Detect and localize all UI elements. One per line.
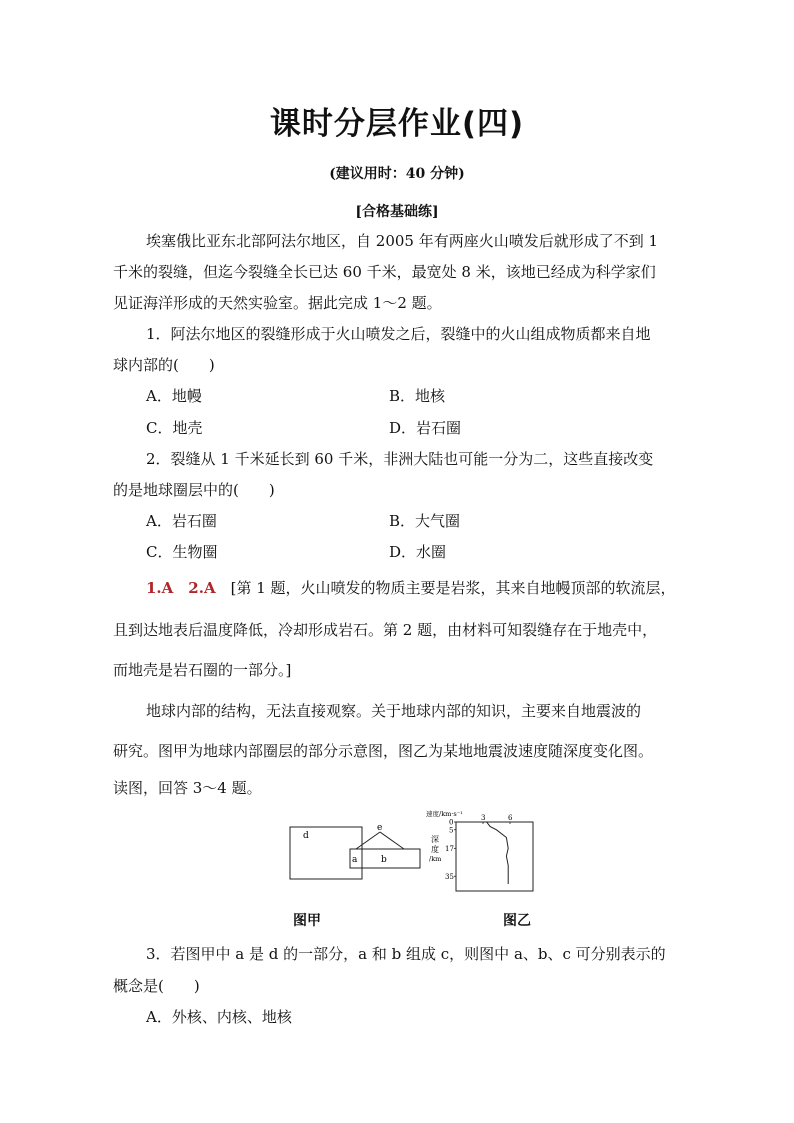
- question-1-stem: 球内部的( ): [113, 356, 215, 374]
- label-a: a: [352, 855, 358, 865]
- circle-d-box: [290, 827, 362, 879]
- x-tick-label: 3: [481, 814, 486, 822]
- figure-b-chart: [424, 805, 536, 895]
- figure-a-caption: 图甲: [293, 913, 321, 929]
- question-2-stem: 的是地球圈层中的( ): [113, 481, 275, 499]
- option-d: D．水圈: [389, 543, 447, 561]
- answer-line: 且到达地表后温度降低，冷却形成岩石。第 2 题，由材料可知裂缝存在于地壳中，: [113, 621, 658, 639]
- tick-labels: [445, 814, 513, 881]
- y-tick-label: 0: [449, 818, 454, 827]
- answer-line: 而地壳是岩石圈的一部分。]: [113, 661, 292, 679]
- answer-line: [146, 581, 676, 596]
- question-2-stem: 2．裂缝从 1 千米延长到 60 千米，非洲大陆也可能一分为二，这些直接改变: [146, 450, 654, 468]
- y-axis-title-char: 深: [431, 835, 439, 844]
- page-title: 课时分层作业(四): [269, 106, 525, 142]
- label-d: d: [303, 831, 309, 841]
- x-axis-title: 速度/km·s⁻¹: [426, 810, 463, 818]
- y-tick-label: 5: [449, 826, 454, 835]
- suggested-time: (建议用时：40 分钟): [329, 166, 465, 182]
- e-connector-right: [380, 832, 404, 849]
- option-a: A．外核、内核、地核: [146, 1008, 292, 1026]
- plot-frame: [456, 822, 533, 891]
- option-a: A．岩石圈: [146, 512, 217, 530]
- y-tick-label: 35: [445, 872, 454, 881]
- answer-key: 1.A 2.A: [146, 579, 216, 597]
- option-c: C．生物圈: [146, 543, 218, 561]
- option-d: D．岩石圈: [389, 419, 462, 437]
- e-connector-left: [356, 832, 380, 849]
- question-3-stem: 概念是( ): [113, 977, 200, 995]
- passage-1-line: 千米的裂缝，但迄今裂缝全长已达 60 千米，最宽处 8 米，该地已经成为科学家们: [113, 263, 656, 281]
- passage-1-line: 埃塞俄比亚东北部阿法尔地区，自 2005 年有两座火山喷发后就形成了不到 1: [146, 232, 659, 250]
- velocity-curve: [487, 822, 509, 884]
- label-b: b: [381, 855, 387, 865]
- option-b: B．地核: [389, 387, 446, 405]
- section-heading: [合格基础练]: [355, 204, 439, 220]
- y-axis-title-char: 度: [431, 845, 439, 854]
- option-c: C．地壳: [146, 419, 203, 437]
- passage-1-line: 见证海洋形成的天然实验室。据此完成 1～2 题。: [113, 294, 442, 312]
- option-b: B．大气圈: [389, 512, 461, 530]
- answer-text: [第 1 题，火山喷发的物质主要是岩浆，其来自地幔顶部的软流层，: [230, 579, 676, 597]
- x-tick-label: 6: [508, 814, 513, 822]
- question-3-stem: 3．若图甲中 a 是 d 的一部分，a 和 b 组成 c，则图中 a、b、c 可分别表示的: [146, 945, 666, 963]
- question-1-stem: 1．阿法尔地区的裂缝形成于火山喷发之后，裂缝中的火山组成物质都来自地: [146, 325, 651, 343]
- y-tick-label: 17: [445, 844, 454, 853]
- part-b-box: [362, 849, 420, 868]
- passage-2-line: 研究。图甲为地球内部圈层的部分示意图，图乙为某地地震波速度随深度变化图。: [113, 742, 654, 760]
- label-e: e: [377, 823, 383, 833]
- figure-b-caption: 图乙: [503, 913, 531, 929]
- passage-2-line: 读图，回答 3～4 题。: [113, 779, 262, 797]
- passage-2-line: 地球内部的结构，无法直接观察。关于地球内部的知识，主要来自地震波的: [146, 702, 642, 720]
- figure-a-diagram: [286, 820, 426, 890]
- y-axis-title-unit: /km: [429, 855, 442, 863]
- option-a: A．地幔: [146, 387, 202, 405]
